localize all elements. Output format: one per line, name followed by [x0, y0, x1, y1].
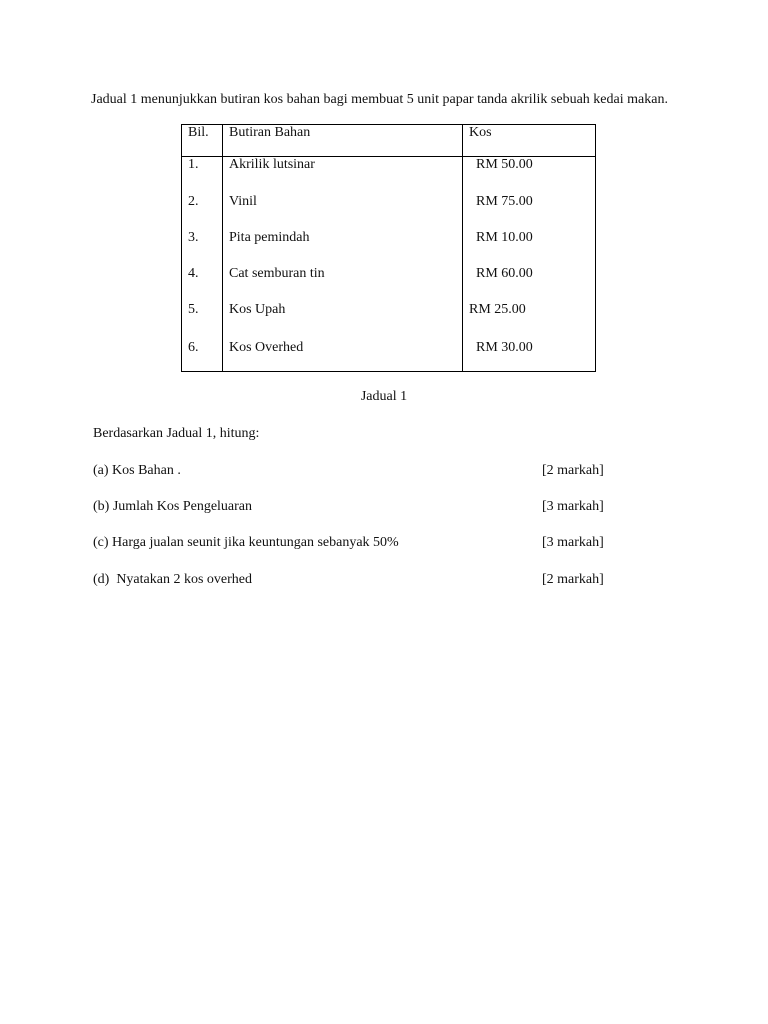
instruction-text: Berdasarkan Jadual 1, hitung: [93, 426, 260, 441]
marks-b: [3 markah] [542, 499, 604, 514]
table-divider [222, 125, 223, 371]
header-butiran-bahan: Butiran Bahan [229, 125, 311, 140]
row-item: Pita pemindah [229, 230, 310, 245]
cost-table [181, 124, 596, 372]
row-number: 3. [188, 230, 199, 245]
question-b: (b) Jumlah Kos Pengeluaran [93, 499, 253, 514]
row-item: Kos Overhed [229, 340, 304, 355]
row-cost: RM 60.00 [476, 266, 533, 281]
row-cost: RM 50.00 [476, 157, 533, 172]
row-number: 5. [188, 302, 199, 317]
marks-c: [3 markah] [542, 535, 604, 550]
row-number: 2. [188, 194, 199, 209]
row-cost: RM 75.00 [476, 194, 533, 209]
question-a: (a) Kos Bahan . [93, 463, 181, 478]
row-cost: RM 10.00 [476, 230, 533, 245]
row-number: 6. [188, 340, 199, 355]
row-item: Kos Upah [229, 302, 286, 317]
row-cost: RM 25.00 [469, 302, 526, 317]
row-cost: RM 30.00 [476, 340, 533, 355]
marks-d: [2 markah] [542, 572, 604, 587]
question-d: (d) Nyatakan 2 kos overhed [93, 572, 253, 587]
question-c: (c) Harga jualan seunit jika keuntungan sebanyak 50% [93, 535, 399, 550]
table-caption: Jadual 1 [360, 389, 408, 404]
header-kos: Kos [469, 125, 492, 140]
row-item: Cat semburan tin [229, 266, 325, 281]
table-divider [462, 125, 463, 371]
row-number: 4. [188, 266, 199, 281]
intro-text: Jadual 1 menunjukkan butiran kos bahan bagi membuat 5 unit papar tanda akrilik sebuah kedai makan. [91, 92, 668, 107]
marks-a: [2 markah] [542, 463, 604, 478]
row-item: Akrilik lutsinar [229, 157, 315, 172]
row-number: 1. [188, 157, 199, 172]
row-item: Vinil [229, 194, 257, 209]
header-bil: Bil. [188, 125, 209, 140]
